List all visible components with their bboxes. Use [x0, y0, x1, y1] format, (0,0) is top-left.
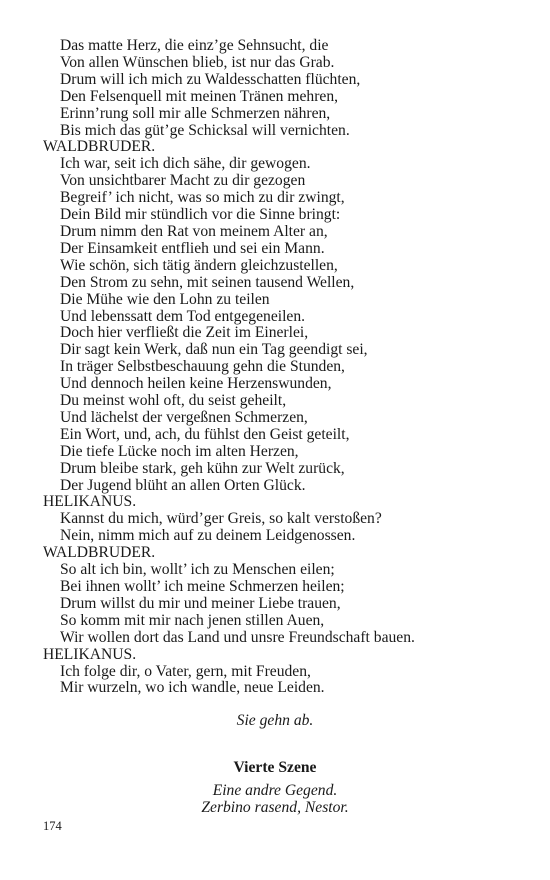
- verse-line: Nein, nimm mich auf zu deinem Leidgenossen.: [60, 527, 356, 545]
- verse-line: Die tiefe Lücke noch im alten Herzen,: [60, 442, 299, 460]
- verse-line: Drum willst du mir und meiner Liebe trauen,: [60, 594, 341, 612]
- verse-line: Drum will ich mich zu Waldesschatten flüchten,: [60, 70, 361, 88]
- verse-line: Drum nimm den Rat von meinem Alter an,: [60, 222, 328, 240]
- verse-line: Kannst du mich, würd’ger Greis, so kalt verstoßen?: [60, 510, 382, 528]
- verse-line: Doch hier verfließt die Zeit im Einerlei,: [60, 324, 309, 342]
- verse-line: Von unsichtbarer Macht zu dir gezogen: [60, 172, 306, 190]
- verse-line: Mir wurzeln, wo ich wandle, neue Leiden.: [60, 679, 325, 697]
- verse-line: Wir wollen dort das Land und unsre Freundschaft bauen.: [60, 628, 415, 646]
- scene-title: Vierte Szene: [233, 759, 317, 776]
- speaker-name: WALDBRUDER.: [43, 138, 156, 156]
- verse-line: Du meinst wohl oft, du seist geheilt,: [60, 392, 287, 410]
- verse-line: Der Einsamkeit entflieh und sei ein Mann.: [60, 239, 325, 257]
- verse-line: Und lächelst der vergeßnen Schmerzen,: [60, 408, 308, 426]
- verse-line: Die Mühe wie den Lohn zu teilen: [60, 290, 270, 308]
- stage-direction: Sie gehn ab.: [236, 712, 314, 729]
- verse-line: Bis mich das güt’ge Schicksal will vernichten.: [60, 121, 350, 139]
- verse-line: Und dennoch heilen keine Herzenswunden,: [60, 375, 332, 393]
- verse-line: Den Felsenquell mit meinen Tränen mehren,: [60, 87, 339, 105]
- dialogue-text: [43, 38, 513, 697]
- verse-line: Erinn’rung soll mir alle Schmerzen nähren,: [60, 104, 331, 122]
- verse-line: So alt ich bin, wollt’ ich zu Menschen eilen;: [60, 561, 335, 579]
- verse-line: Und lebenssatt dem Tod entgegeneilen.: [60, 307, 306, 325]
- speaker-name: HELIKANUS.: [43, 645, 137, 663]
- verse-line: Dir sagt kein Werk, daß nun ein Tag geendigt sei,: [60, 341, 368, 359]
- verse-line: Das matte Herz, die einz’ge Sehnsucht, die: [60, 37, 329, 54]
- verse-line: So komm mit mir nach jenen stillen Auen,: [60, 611, 325, 629]
- speaker-name: HELIKANUS.: [43, 493, 137, 511]
- verse-line: Ich folge dir, o Vater, gern, mit Freuden,: [60, 662, 311, 680]
- verse-line: Bei ihnen wollt’ ich meine Schmerzen heilen;: [60, 578, 345, 595]
- verse-line: Drum bleibe stark, geh kühn zur Welt zurück,: [60, 459, 345, 477]
- verse-line: Ich war, seit ich dich sähe, dir gewogen.: [60, 155, 311, 173]
- scene-characters: Zerbino rasend, Nestor.: [201, 799, 349, 816]
- verse-line: Der Jugend blüht an allen Orten Glück.: [60, 476, 306, 494]
- speaker-name: WALDBRUDER.: [43, 544, 156, 562]
- verse-line: Wie schön, sich tätig ändern gleichzustellen,: [60, 256, 338, 274]
- verse-line: Von allen Wünschen blieb, ist nur das Grab.: [60, 53, 335, 71]
- verse-line: Den Strom zu sehn, mit seinen tausend Wellen,: [60, 273, 355, 291]
- verse-line: Ein Wort, und, ach, du fühlst den Geist geteilt,: [60, 425, 350, 443]
- verse-line: Begreif’ ich nicht, was so mich zu dir zwingt,: [60, 189, 345, 207]
- verse-line: In träger Selbstbeschauung gehn die Stunden,: [60, 358, 345, 376]
- verse-line: Dein Bild mir stündlich vor die Sinne bringt:: [60, 206, 341, 224]
- scene-setting: Eine andre Gegend.: [212, 782, 338, 799]
- page-number: 174: [43, 819, 62, 833]
